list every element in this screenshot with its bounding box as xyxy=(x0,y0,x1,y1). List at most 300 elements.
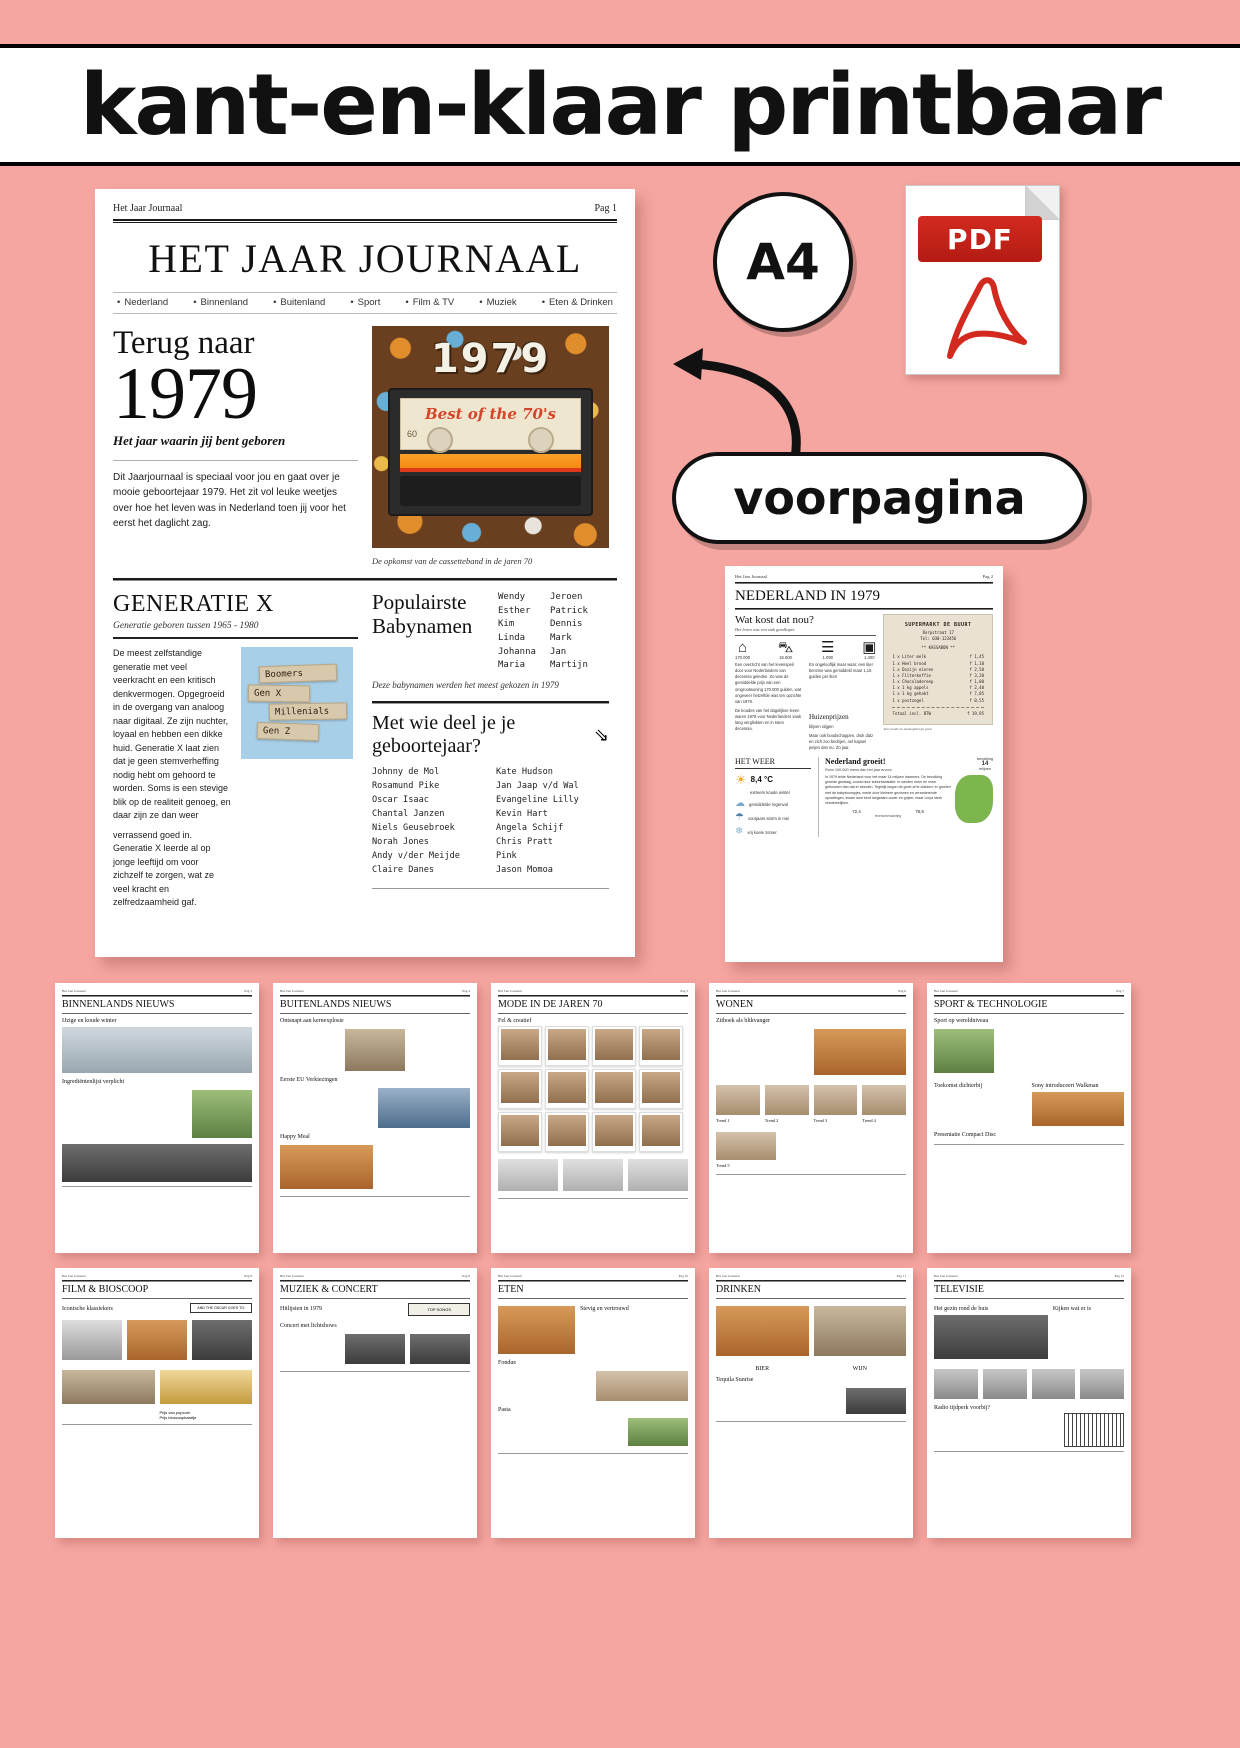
name-item: Wendy xyxy=(498,592,526,602)
ticket-price-label: Prijs bioscoopkaartje xyxy=(159,1415,197,1420)
thumb-title-divider xyxy=(280,1298,470,1299)
name-item: Kim xyxy=(498,619,515,630)
thumb-section-heading: Pasta xyxy=(498,1407,511,1413)
receipt-item-price: f 7,05 xyxy=(969,691,984,697)
receipt-item-price: f 1,45 xyxy=(969,654,984,660)
polaroid xyxy=(592,1026,636,1066)
thumb-running-head: Het Jaar Journaal xyxy=(716,1274,740,1278)
a4-format-badge xyxy=(713,192,853,332)
weather-label: vrij koele zomer xyxy=(747,829,777,835)
page2-right-column xyxy=(883,614,993,751)
thumb-page-label: Pag 4 xyxy=(462,989,470,993)
thumb-section-heading: Toekomst dichterbij xyxy=(934,1083,983,1089)
huizenprijzen-text-2: Maar ook boodschappen, druk datz en zich zoo bedrijen, nel kapsel peijen dan nu. Zo jaar. xyxy=(809,732,874,750)
page-number-label: Pag 1 xyxy=(594,203,617,214)
thumb-running-head: Het Jaar Journaal xyxy=(280,1274,304,1278)
thumb-running-head: Het Jaar Journaal xyxy=(498,1274,522,1278)
thumb-divider xyxy=(62,995,252,997)
polaroid xyxy=(545,1026,589,1066)
trend-label: Trend 1 xyxy=(716,1118,730,1123)
thumb-page-label: Pag 9 xyxy=(462,1274,470,1278)
weather-panel xyxy=(735,757,811,837)
nav-item-buitenland[interactable]: • Buitenland xyxy=(273,297,325,308)
thumb-divider xyxy=(716,995,906,997)
population-body-text: In 1979 telde Nederland voor het maar 14 miljoen inwoners. De bevolking groeide gestaag, vooral door suburbanisatie: er werden meer en meer gebouwen dan dat er stonden. Tegelijk begon de groei af te vlakken: er groeien met de babyboompjes, mede door kleinere gezinnen en veranderende opvattingen, kwam land eerd langzaam ouder en grijzer, maar Lloyd sterk versterkelijken. xyxy=(825,775,951,806)
celeb-item: Pink xyxy=(496,850,517,861)
thumb-footer-rule xyxy=(280,1196,470,1197)
generatie-title: GENERATIE X xyxy=(113,591,274,617)
cassette-shell xyxy=(388,388,593,516)
thumb-section-heading: Stevig en vertrouwd xyxy=(580,1306,629,1312)
weather-row xyxy=(735,813,811,823)
block-gen-z: Gen Z xyxy=(257,722,320,741)
weather-row xyxy=(735,827,811,837)
trend-label: Trend 5 xyxy=(716,1163,730,1168)
thumb-section-heading: Het gezin rond de buis xyxy=(934,1306,989,1312)
nav-item-eten-drinken[interactable]: • Eten & Drinken xyxy=(542,297,613,308)
thumb-title-divider xyxy=(716,1013,906,1014)
page2-title-divider xyxy=(735,608,993,610)
house-icon: ⌂ xyxy=(738,639,748,656)
hero-year: 1979 xyxy=(113,352,257,435)
trend-label: Trend 3 xyxy=(813,1118,828,1123)
generatie-body-continued: verrassend goed in. Generatie X leerde al op jonge leeftijd om voor zichzelf te zorgen, wat ze veel kracht en zelfredzaamheid gaf. xyxy=(113,829,215,907)
price-value: 1.400 xyxy=(864,655,875,660)
promo-banner xyxy=(0,44,1240,166)
name-item: Mark xyxy=(549,633,572,644)
sun-icon: ☀ xyxy=(735,772,747,788)
celeb-item: Angela Schijf xyxy=(496,822,564,833)
name-item: Jan xyxy=(549,646,567,657)
weather-row xyxy=(735,790,811,795)
hero-divider xyxy=(113,460,358,461)
thumb-footer-rule xyxy=(498,1453,688,1454)
thumb-title: MODE IN DE JAREN 70 xyxy=(498,999,603,1010)
thumbnail-page-8[interactable] xyxy=(55,1268,259,1538)
snowflake-icon: ❄ xyxy=(735,826,744,838)
polaroid xyxy=(498,1069,542,1109)
thumb-title-divider xyxy=(934,1013,1124,1014)
netherlands-map-icon xyxy=(955,775,993,823)
thumb-section-heading: Zithoek als blikvanger xyxy=(716,1018,770,1024)
thumb-page-label: Pag 8 xyxy=(244,1274,252,1278)
receipt-item-name: 1 x postzegel xyxy=(892,697,924,703)
population-legend-unit: miljoen xyxy=(978,767,991,772)
thumbnail-page-11[interactable] xyxy=(709,1268,913,1538)
cassette-tape-image xyxy=(372,326,609,548)
thumb-divider xyxy=(934,1280,1124,1282)
thumb-running-head: Het Jaar Journaal xyxy=(62,1274,86,1278)
polaroid xyxy=(639,1112,683,1152)
celeb-item: Andy v/der Meijde xyxy=(372,850,460,861)
generatie-subtitle: Generatie geboren tussen 1965 - 1980 xyxy=(113,621,259,631)
page-2-preview[interactable] xyxy=(725,566,1003,962)
thumb-footer-rule xyxy=(280,1371,470,1372)
arrow-down-right-icon: ⇘ xyxy=(593,724,609,745)
thumbnail-page-5[interactable] xyxy=(491,983,695,1253)
thumb-title-divider xyxy=(498,1298,688,1299)
price-icon-tv xyxy=(862,640,876,660)
celeb-item: Evangeline Lilly xyxy=(496,795,579,806)
thumb-section-heading: Eerste EU Verkiezingen xyxy=(280,1077,338,1083)
hero-image-column xyxy=(372,326,609,566)
cassette-year-text: 1979 xyxy=(430,336,551,382)
price-icon-sofa xyxy=(821,640,834,660)
receipt-store-name: SUPERMARKT DE BUURT xyxy=(904,622,972,628)
page2-page-label: Pag 2 xyxy=(982,574,993,579)
trend-label: Trend 2 xyxy=(764,1118,779,1123)
cassette-label-text: Best of the 70's xyxy=(424,405,556,423)
cassette-orange-stripe xyxy=(400,454,581,468)
thumb-section-heading: Fondue xyxy=(498,1360,516,1366)
page2-header-divider xyxy=(735,582,993,584)
page-fold-corner-icon xyxy=(1025,186,1059,220)
thumb-page-label: Pag 10 xyxy=(678,1274,688,1278)
receipt-item-price: f 3,20 xyxy=(969,672,984,678)
generatie-divider xyxy=(113,637,358,639)
polaroid-collage xyxy=(498,1026,688,1152)
thumb-running-head: Het Jaar Journaal xyxy=(62,989,86,993)
babynamen-title: Populairste Babynamen xyxy=(372,590,473,638)
name-item: Jeroen xyxy=(549,592,583,602)
sofa-icon: ☰ xyxy=(821,639,835,656)
nav-item-film-tv[interactable]: • Film & TV xyxy=(405,297,454,308)
bier-heading: BIER xyxy=(755,1366,770,1372)
cassette-red-stripe xyxy=(400,468,581,472)
thumb-divider xyxy=(934,995,1124,997)
page2-left-column xyxy=(735,614,876,751)
celebs-divider xyxy=(372,701,609,704)
thumb-running-head: Het Jaar Journaal xyxy=(498,989,522,993)
section-nav xyxy=(113,292,617,314)
thumb-title-divider xyxy=(498,1013,688,1014)
hero-subtitle: Het jaar waarin jij bent geboren xyxy=(113,432,286,448)
name-item: Linda xyxy=(498,633,526,644)
celeb-item: Kevin Hart xyxy=(496,808,548,819)
celeb-item: Rosamund Pike xyxy=(372,781,440,792)
polaroid xyxy=(639,1026,683,1066)
celeb-item: Claire Danes xyxy=(372,864,435,875)
thumb-footer-rule xyxy=(62,1424,252,1425)
thumb-title: FILM & BIOSCOOP xyxy=(62,1284,149,1295)
cassette-reel-left xyxy=(427,427,453,453)
thumb-title: ETEN xyxy=(498,1284,524,1295)
weather-label: extreem koude winter xyxy=(750,790,791,796)
lower-columns xyxy=(113,591,617,910)
receipt-item-name: 1 x 1 kg gehakt xyxy=(892,691,929,697)
thumbnail-row-1 xyxy=(55,983,1131,1253)
huizenprijzen-text: blijven stijgen xyxy=(809,724,834,730)
thumb-title-divider xyxy=(62,1298,252,1299)
block-millenials: Millenials xyxy=(269,702,347,720)
pdf-badge-label: PDF xyxy=(947,222,1013,256)
thumb-section-heading: Radio tijdperk voorbij? xyxy=(934,1405,990,1411)
nav-item-binnenland[interactable]: • Binnenland xyxy=(193,297,248,308)
thumb-section-heading: Tequila Sunrise xyxy=(716,1377,754,1383)
thumbnail-row-2 xyxy=(55,1268,1131,1538)
receipt-address: Dorpstraat 17 xyxy=(922,629,954,635)
block-gen-x: Gen X xyxy=(248,684,310,702)
population-subtitle: Ruim 100.000 mens dan het jaar ervoor xyxy=(825,768,892,773)
thumb-footer-rule xyxy=(934,1144,1124,1145)
pdf-label-badge xyxy=(918,216,1042,262)
thumb-footer-rule xyxy=(498,1198,688,1199)
thumb-title: BUITENLANDS NIEUWS xyxy=(280,999,392,1010)
thumb-title: SPORT & TECHNOLOGIE xyxy=(934,999,1048,1010)
hero-body-text: Dit Jaarjournaal is speciaal voor jou en gaat over je mooie geboortejaar 1979. Het zit vol leuke weetjes over hoe het leven was in Nederland toen jij voor het eerst het daglicht zag. xyxy=(113,471,346,530)
thumb-page-label: Pag 6 xyxy=(898,989,906,993)
weather-title: HET WEER xyxy=(735,757,811,769)
pdf-file-icon xyxy=(905,185,1060,375)
generations-blocks-image xyxy=(241,647,353,759)
life-expectancy-female: 78,9 xyxy=(915,809,924,815)
page2-running-head xyxy=(735,574,993,579)
celeb-item: Kate Hudson xyxy=(496,767,553,778)
thumb-section-heading: Sport op wereldniveau xyxy=(934,1018,989,1024)
page2-text-right: En ongelooflijk maar waar; een liter benzine was gemiddeld maar 1,15 gulden per liter! xyxy=(809,662,873,680)
receipt-item-price: f 2,40 xyxy=(969,685,984,691)
page2-text-left-2: De koudes van het dagelijkse leven waren 1978 voor Nederlanders vaak lang verglinkten en in toten decennia. xyxy=(735,707,801,732)
thumb-section-heading: Sony introduceert Walkman xyxy=(1031,1083,1099,1089)
babynamen-lists xyxy=(498,591,588,673)
name-item: Johanna xyxy=(498,646,536,657)
receipt-footnote: Zuiv houdt uw aankoopbewijs goed xyxy=(883,727,932,731)
thumb-section-heading: Concert met lichtshows xyxy=(280,1323,337,1329)
polaroid xyxy=(498,1026,542,1066)
celeb-item: Johnny de Mol xyxy=(372,767,440,778)
wat-kost-divider xyxy=(735,635,876,636)
nav-item-muziek[interactable]: • Muziek xyxy=(479,297,516,308)
a4-badge-label: A4 xyxy=(746,233,820,291)
thumb-footer-rule xyxy=(934,1451,1124,1452)
thumb-section-heading: Ontsnapt aan kernexplosie xyxy=(280,1018,344,1024)
wat-kost-subtitle: Het leven was een stuk goedkoper. xyxy=(735,627,796,632)
polaroid xyxy=(639,1069,683,1109)
receipt-total-value: f 19,95 xyxy=(967,710,984,716)
thumb-divider xyxy=(716,1280,906,1282)
polaroid xyxy=(498,1112,542,1152)
thumb-title: WONEN xyxy=(716,999,754,1010)
babynamen-boys-column xyxy=(550,591,588,673)
thumb-photo xyxy=(62,1027,252,1073)
weather-row xyxy=(735,799,811,809)
name-item: Maria xyxy=(498,660,526,671)
thumb-photo xyxy=(62,1144,252,1182)
population-panel xyxy=(818,757,993,837)
running-head-text: Het Jaar Journaal xyxy=(113,203,183,214)
banner-title: kant-en-klaar printbaar xyxy=(79,55,1161,155)
thumb-divider xyxy=(498,995,688,997)
thumb-title-divider xyxy=(716,1298,906,1299)
babynamen-article xyxy=(372,591,609,910)
nav-item-nederland[interactable]: • Nederland xyxy=(117,297,168,308)
curved-arrow-icon xyxy=(655,330,805,465)
thumb-section-heading: Happy Meal xyxy=(280,1134,310,1140)
thumb-section-heading: Presentatie Compact Disc xyxy=(934,1132,996,1138)
celeb-item: Jason Momoa xyxy=(496,864,553,875)
thumb-divider xyxy=(280,1280,470,1282)
supermarket-receipt xyxy=(883,614,993,725)
weather-temperature: 8,4 °C xyxy=(750,775,773,785)
celeb-item: Chantal Janzen xyxy=(372,808,445,819)
receipt-item-name: 1 x Chocoladereep xyxy=(892,679,934,685)
wijn-heading: WIJN xyxy=(852,1366,867,1372)
huizenprijzen-title: Huizenprijzen xyxy=(809,712,849,721)
price-icons-row xyxy=(735,640,876,660)
thumb-section-heading: Kijken wat er is xyxy=(1052,1306,1091,1312)
front-page-footer-rule xyxy=(372,888,609,889)
hero-text-column xyxy=(113,326,358,566)
weather-label: gemiddelde regenval xyxy=(749,801,788,807)
celebs-title: Met wie deel je je geboortejaar? xyxy=(372,712,516,758)
price-value: 1.090 xyxy=(822,655,834,660)
thumb-page-label: Pag 7 xyxy=(1116,989,1124,993)
price-icon-house xyxy=(735,640,750,660)
thumbnail-page-6[interactable] xyxy=(709,983,913,1253)
block-boomers: Boomers xyxy=(259,664,338,684)
name-item: Esther xyxy=(498,605,531,616)
thumb-title-divider xyxy=(62,1013,252,1014)
price-icon-car xyxy=(778,640,793,660)
thumb-title-divider xyxy=(280,1013,470,1014)
hero-bottom-divider xyxy=(113,578,617,581)
name-item: Martijn xyxy=(549,660,588,671)
popcorn-price-label: Prijs van popcorn xyxy=(159,1410,191,1415)
life-expectancy-caption: levensverwachting xyxy=(874,814,902,819)
receipt-total-row xyxy=(892,711,984,717)
hero-kicker: Terug naar xyxy=(113,325,255,361)
receipt-phone: Tel: 030-123456 xyxy=(920,635,957,641)
cassette-window xyxy=(400,476,581,506)
name-item: Patrick xyxy=(549,605,588,616)
generatie-body-text: De meest zelfstandige generatie met veel veerkracht en een kritisch denkvermogen. Opgegroeid in de overgang van analoog naar digitaal. Ze zijn nuchter, loyaal en hebben een dikke huid. Generatie X laat zien dat je geen stemverheffing nodig hebt om gehoord te worden. Soms is een stevige blik op de realiteit genoeg, en daar zijn ze dan weer xyxy=(113,648,231,820)
front-page-preview[interactable] xyxy=(95,189,635,957)
car-icon: ⛍ xyxy=(777,639,794,656)
page2-title: NEDERLAND IN 1979 xyxy=(735,588,880,604)
page2-text-left: Een overzicht van het levenspeil door voor Nederlanders van decennia geleden. Zo was de gemiddelde prijs van een omgrootwoning 170.000 gulden, wat ongeveer hetzelfde was ten opzichte van 1978. xyxy=(735,662,802,704)
thumbnail-page-3[interactable] xyxy=(55,983,259,1253)
nav-item-sport[interactable]: • Sport xyxy=(350,297,380,308)
thumb-running-head: Het Jaar Journaal xyxy=(280,989,304,993)
thumb-running-head: Het Jaar Journaal xyxy=(934,1274,958,1278)
oscar-box: AND THE OSCAR GOES TO: xyxy=(190,1303,252,1313)
receipt-line-item xyxy=(892,698,984,704)
receipt-item-name: 1 x Liter melk xyxy=(892,654,927,660)
top-songs-box: TOP SONGS xyxy=(408,1303,470,1316)
polaroid xyxy=(592,1112,636,1152)
receipt-total-label: Totaal incl. BTW xyxy=(892,710,931,716)
television-icon: ▣ xyxy=(862,639,877,656)
thumbnail-page-10[interactable] xyxy=(491,1268,695,1538)
celebs-lists xyxy=(372,766,609,877)
umbrella-icon: ☂ xyxy=(735,812,744,824)
thumb-footer-rule xyxy=(716,1174,906,1175)
cassette-label xyxy=(400,398,581,450)
life-expectancy-male: 72,4 xyxy=(852,809,861,815)
generatie-x-article xyxy=(113,591,358,910)
header-divider xyxy=(113,219,617,223)
thumb-section-heading: Fel & creatief xyxy=(498,1018,532,1024)
thumb-title: BINNENLANDS NIEUWS xyxy=(62,999,175,1010)
thumbnail-page-12[interactable] xyxy=(927,1268,1131,1538)
thumb-divider xyxy=(280,995,470,997)
receipt-item-price: f 1,00 xyxy=(969,679,984,685)
thumb-page-label: Pag 5 xyxy=(680,989,688,993)
population-legend-value: 14 xyxy=(981,761,989,768)
receipt-item-name: 1 x Dozijn eieren xyxy=(892,666,934,672)
thumb-section-heading: Iconische klassiekers xyxy=(62,1306,113,1312)
trend-label: Trend 4 xyxy=(862,1118,876,1123)
thumb-title-divider xyxy=(934,1298,1124,1299)
celeb-item: Niels Geusebroek xyxy=(372,822,455,833)
polaroid xyxy=(545,1069,589,1109)
receipt-item-name: 1 x Heel brood xyxy=(892,660,927,666)
receipt-item-price: f 0,55 xyxy=(969,697,984,703)
cassette-duration: 60 xyxy=(407,429,418,439)
celeb-item: Oscar Isaac xyxy=(372,795,429,806)
name-item: Dennis xyxy=(549,619,583,630)
thumb-page-label: Pag 11 xyxy=(896,1274,906,1278)
receipt-item-price: f 1,10 xyxy=(969,660,984,666)
babynamen-girls-column xyxy=(498,591,536,673)
thumb-section-heading: Hitlijsten in 1979 xyxy=(280,1306,322,1312)
thumb-divider xyxy=(62,1280,252,1282)
price-value: 170.000 xyxy=(735,655,751,660)
acrobat-swoosh-icon xyxy=(936,272,1032,364)
wat-kost-title: Wat kost dat nou? xyxy=(735,614,814,626)
weather-label: voorjaars storm in mei xyxy=(747,815,790,821)
celeb-item: Chris Pratt xyxy=(496,836,553,847)
voorpagina-label: voorpagina xyxy=(733,471,1026,525)
population-legend-label: bevolking xyxy=(976,757,993,762)
receipt-item-name: 1 x 1 kg appels xyxy=(892,685,929,691)
thumbnail-page-4[interactable] xyxy=(273,983,477,1253)
celeb-item: Norah Jones xyxy=(372,836,429,847)
hero-image-caption: De opkomst van de cassetteband in de jaren 70 xyxy=(372,556,533,566)
price-value: 16.500 xyxy=(779,655,792,660)
polaroid xyxy=(592,1069,636,1109)
celebs-column-2 xyxy=(496,766,606,877)
masthead-title: HET JAAR JOURNAAL xyxy=(148,236,582,281)
receipt-item-name: 1 x Filterkoffie xyxy=(892,672,931,678)
thumb-page-label: Pag 3 xyxy=(244,989,252,993)
thumbnail-page-7[interactable] xyxy=(927,983,1131,1253)
thumb-section-heading: Ingrediëntenlijst verplicht xyxy=(62,1079,125,1085)
receipt-banner: ** KASSABON ** xyxy=(921,645,956,651)
babynamen-subtitle: Deze babynamen werden het meest gekozen in 1979 xyxy=(372,680,559,691)
thumb-title: TELEVISIE xyxy=(934,1284,984,1295)
population-title: Nederland groeit! xyxy=(825,757,886,767)
page2-running-head-text: Het Jaar Journaal xyxy=(735,574,767,579)
thumb-divider xyxy=(498,1280,688,1282)
thumb-running-head: Het Jaar Journaal xyxy=(716,989,740,993)
thumb-footer-rule xyxy=(716,1421,906,1422)
hero-section xyxy=(113,326,617,566)
thumb-title: DRINKEN xyxy=(716,1284,761,1295)
voorpagina-callout xyxy=(672,452,1087,544)
thumb-footer-rule xyxy=(62,1186,252,1187)
thumb-title: MUZIEK & CONCERT xyxy=(280,1284,378,1295)
thumb-running-head: Het Jaar Journaal xyxy=(934,989,958,993)
receipt-item-price: f 2,50 xyxy=(969,666,984,672)
front-page-running-head xyxy=(113,203,617,214)
cloud-icon: ☁ xyxy=(735,798,745,810)
celeb-item: Jan Jaap v/d Wal xyxy=(496,781,579,792)
cassette-reel-right xyxy=(528,427,554,453)
weather-temperature-row xyxy=(735,773,811,786)
celebs-column-1 xyxy=(372,766,482,877)
thumbnail-page-9[interactable] xyxy=(273,1268,477,1538)
